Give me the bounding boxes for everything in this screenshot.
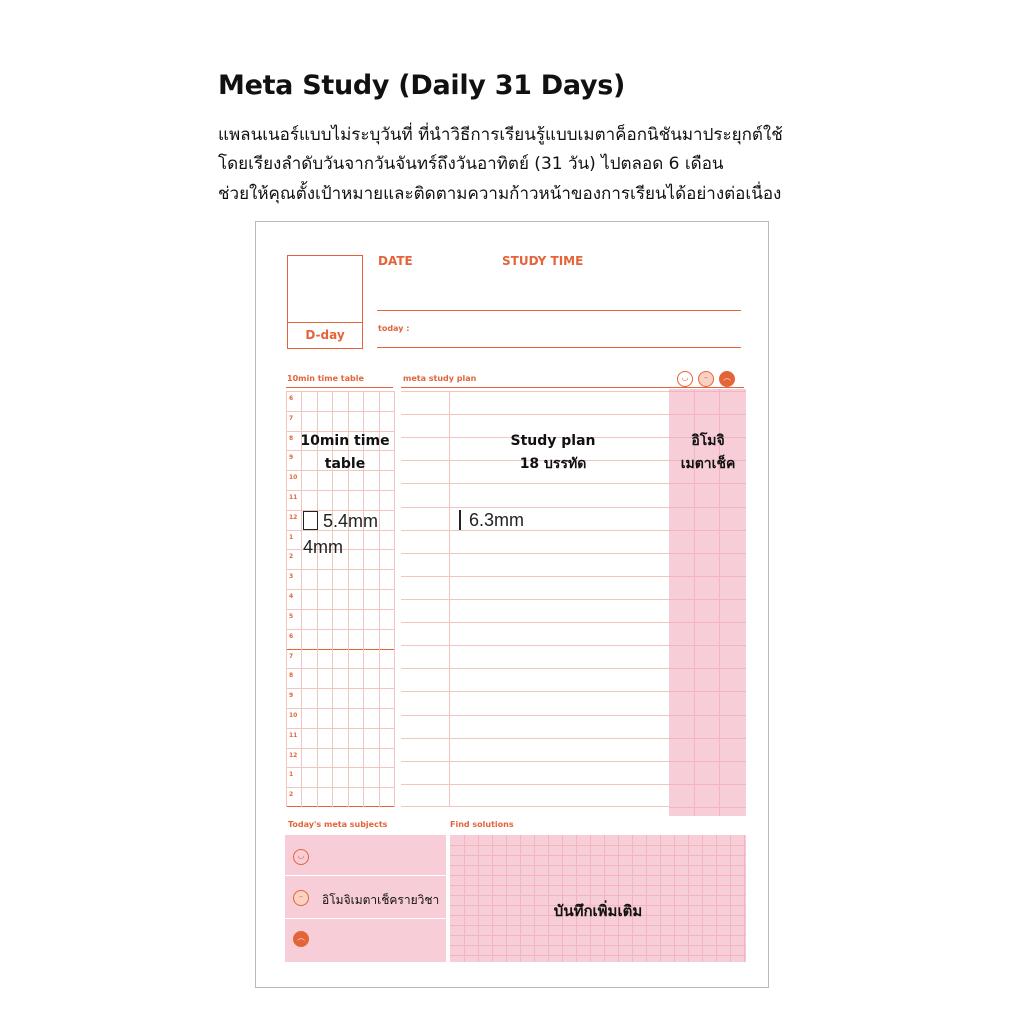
cell-height-measure: 4mm — [303, 537, 343, 557]
emoji-row-line — [669, 807, 746, 808]
hour-label: 8 — [289, 672, 294, 680]
hour-label: 5 — [289, 612, 294, 620]
emoji-row-line — [669, 691, 746, 692]
timetable-annotation-line2: table — [324, 456, 366, 472]
row-height-measure: 6.3mm — [469, 510, 525, 530]
emoji-row-line — [669, 530, 746, 531]
page-title: Meta Study (Daily 31 Days) — [218, 70, 626, 101]
subjects-label: Today's meta subjects — [288, 820, 388, 829]
timetable-label: 10min time table — [287, 374, 364, 383]
plan-row-line — [401, 530, 669, 531]
emoji-row-line — [669, 668, 746, 669]
smile-face-icon: ◡ — [293, 849, 309, 865]
planner-sheet — [255, 221, 769, 988]
hour-label: 12 — [289, 513, 298, 521]
plan-annotation-line2: 18 บรรทัด — [519, 456, 587, 472]
timetable-annotation — [292, 430, 398, 476]
emoji-row-line — [669, 784, 746, 785]
sad-face-icon: ︵ — [719, 371, 735, 387]
emoji-row-line — [669, 414, 746, 415]
plan-row-line — [401, 391, 669, 392]
solutions-row-line — [450, 945, 746, 946]
plan-row-line — [401, 483, 669, 484]
dday-box — [287, 255, 363, 349]
hour-label: 2 — [289, 791, 294, 799]
solutions-row-line — [450, 955, 746, 956]
hour-label: 6 — [289, 632, 294, 640]
plan-row-line — [401, 668, 669, 669]
study-time-label: STUDY TIME — [502, 254, 584, 268]
cell-size-marker — [303, 511, 318, 530]
subjects-box — [285, 835, 446, 962]
emoji-row-line — [669, 576, 746, 577]
hour-label: 9 — [289, 692, 294, 700]
description-line-1: แพลนเนอร์แบบไม่ระบุวันที่ ที่นำวิธีการเรียนรู้แบบเมตาค็อกนิชันมาประยุกต์ใช้ — [218, 125, 783, 145]
emoji-row-line — [669, 483, 746, 484]
hour-label: 9 — [289, 454, 294, 462]
plan-row-line — [401, 576, 669, 577]
hour-label: 11 — [289, 494, 298, 502]
cell-width-measure: 5.4mm — [323, 511, 379, 531]
dday-label: D-day — [305, 328, 345, 342]
plan-row-line — [401, 806, 669, 807]
hour-label: 11 — [289, 731, 298, 739]
solutions-row-line — [450, 935, 746, 936]
sad-face-icon: ︵ — [293, 931, 309, 947]
hour-label: 7 — [289, 414, 294, 422]
emoji-row-line — [669, 645, 746, 646]
solutions-row-line — [450, 885, 746, 886]
solutions-box — [450, 835, 746, 962]
description-line-2: โดยเรียงลำดับวันจากวันจันทร์ถึงวันอาทิตย์ (31 วัน) ไปตลอด 6 เดือน — [218, 154, 724, 174]
plan-row-line — [401, 784, 669, 785]
plan-divider — [449, 391, 450, 807]
plan-row-line — [401, 622, 669, 623]
plan-annotation — [482, 430, 624, 476]
solutions-label: Find solutions — [450, 820, 514, 829]
hour-label: 12 — [289, 751, 298, 759]
smile-face-icon: ◡ — [677, 371, 693, 387]
neutral-face-icon: – — [293, 890, 309, 906]
row-height-marker — [459, 510, 461, 530]
plan-row-line — [401, 599, 669, 600]
today-line — [377, 347, 741, 348]
date-line — [377, 310, 741, 311]
hour-label: 4 — [289, 593, 294, 601]
solutions-row-line — [450, 855, 746, 856]
subject-emoji-annotation: อิโมจิเมตาเช็ครายวิชา — [322, 893, 440, 907]
emoji-row-line — [669, 507, 746, 508]
solutions-row-line — [450, 845, 746, 846]
emoji-row-line — [669, 715, 746, 716]
hour-label: 10 — [289, 711, 298, 719]
solutions-row-line — [450, 865, 746, 866]
emoji-row-line — [669, 761, 746, 762]
hour-label: 7 — [289, 652, 294, 660]
plan-annotation-line1: Study plan — [510, 433, 596, 449]
hour-label: 10 — [289, 474, 298, 482]
plan-row-line — [401, 691, 669, 692]
hour-label: 1 — [289, 533, 294, 541]
plan-row-line — [401, 553, 669, 554]
emoji-row-line — [669, 622, 746, 623]
plan-label: meta study plan — [403, 374, 477, 383]
emoji-row-line — [669, 553, 746, 554]
description-line-3: ช่วยให้คุณตั้งเป้าหมายและติดตามความก้าวหน้าของการเรียนได้อย่างต่อเนื่อง — [218, 184, 782, 204]
solutions-row-line — [450, 895, 746, 896]
date-label: DATE — [378, 254, 413, 268]
timetable-annotation-line1: 10min time — [300, 433, 390, 449]
today-label: today : — [378, 324, 410, 333]
hour-label: 2 — [289, 553, 294, 561]
plan-row-line — [401, 738, 669, 739]
emoji-annotation-line2: เมตาเช็ค — [680, 456, 736, 472]
emoji-annotation — [670, 430, 746, 476]
plan-row-line — [401, 761, 669, 762]
solutions-row-line — [450, 875, 746, 876]
emoji-annotation-line1: อิโมจิ — [691, 433, 725, 449]
emoji-row-line — [669, 738, 746, 739]
emoji-row-line — [669, 599, 746, 600]
hour-label: 6 — [289, 395, 294, 402]
plan-row-line — [401, 507, 669, 508]
hour-label: 3 — [289, 573, 294, 581]
notes-annotation: บันทึกเพิ่มเติม — [553, 902, 643, 920]
plan-row-line — [401, 645, 669, 646]
plan-row-line — [401, 715, 669, 716]
neutral-face-icon: – — [698, 371, 714, 387]
plan-row-line — [401, 414, 669, 415]
solutions-row-line — [450, 925, 746, 926]
emoji-row-line — [669, 391, 746, 392]
hour-label: 8 — [289, 434, 294, 442]
hour-label: 1 — [289, 771, 294, 779]
